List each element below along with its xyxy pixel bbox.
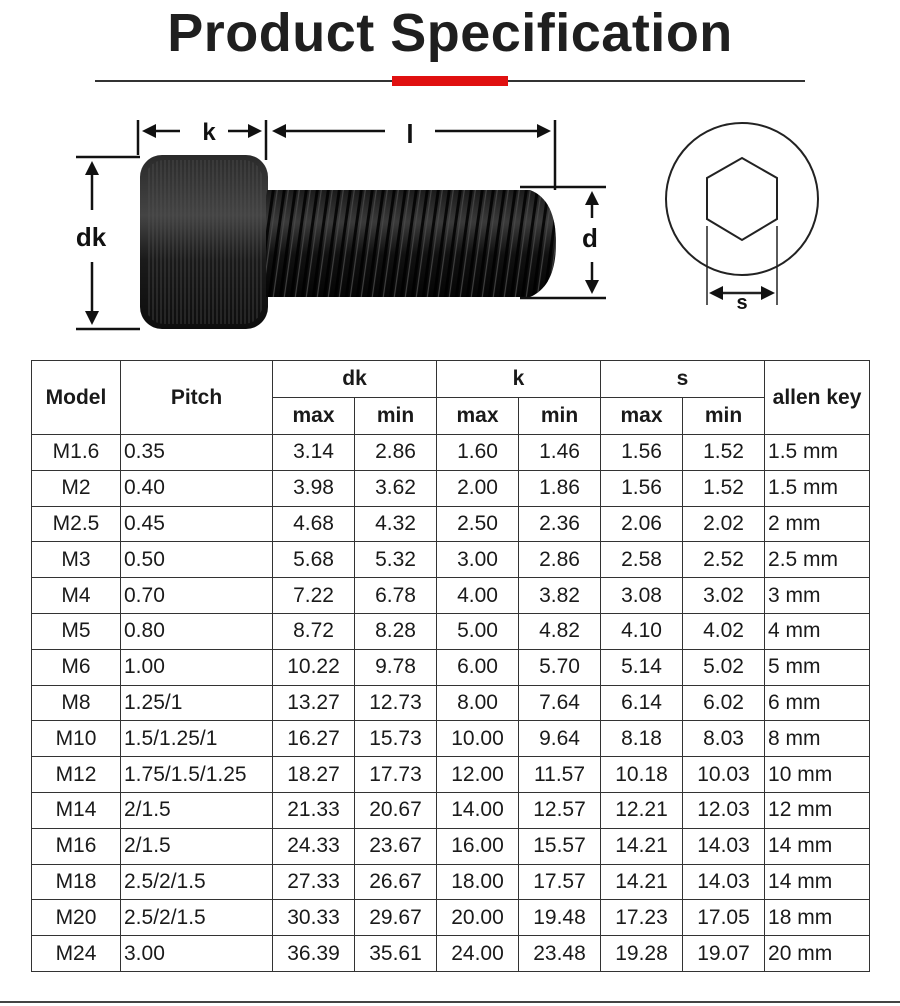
table-row: [32, 900, 870, 936]
header-allen-key: allen key: [765, 361, 870, 435]
table-row: [32, 721, 870, 757]
cell-s-max: 5.14: [601, 649, 683, 685]
cell-dk-min: 35.61: [355, 936, 437, 972]
cell-allen-key: 8 mm: [765, 721, 870, 757]
cell-model: M6: [32, 649, 121, 685]
cell-allen-key: 12 mm: [765, 792, 870, 828]
cell-pitch: 0.50: [121, 542, 273, 578]
cell-allen-key: 5 mm: [765, 649, 870, 685]
cell-k-min: 5.70: [519, 649, 601, 685]
cell-dk-min: 3.62: [355, 470, 437, 506]
cell-k-min: 17.57: [519, 864, 601, 900]
cell-allen-key: 2 mm: [765, 506, 870, 542]
cell-k-min: 4.82: [519, 613, 601, 649]
cell-model: M14: [32, 792, 121, 828]
header-pitch: Pitch: [121, 361, 273, 435]
cell-pitch: 2.5/2/1.5: [121, 900, 273, 936]
table-row: [32, 757, 870, 793]
table-row: [32, 685, 870, 721]
cell-model: M2.5: [32, 506, 121, 542]
cell-s-min: 14.03: [683, 828, 765, 864]
cell-dk-min: 20.67: [355, 792, 437, 828]
cell-s-min: 1.52: [683, 435, 765, 471]
cell-s-min: 2.52: [683, 542, 765, 578]
cell-k-min: 23.48: [519, 936, 601, 972]
table-row: [32, 613, 870, 649]
cell-k-max: 2.50: [437, 506, 519, 542]
cell-model: M12: [32, 757, 121, 793]
cell-s-max: 1.56: [601, 470, 683, 506]
cell-s-max: 1.56: [601, 435, 683, 471]
cell-pitch: 0.80: [121, 613, 273, 649]
cell-pitch: 0.40: [121, 470, 273, 506]
cell-allen-key: 2.5 mm: [765, 542, 870, 578]
cell-allen-key: 3 mm: [765, 578, 870, 614]
cell-dk-max: 5.68: [273, 542, 355, 578]
header-dk-max: max: [273, 398, 355, 435]
cell-dk-max: 24.33: [273, 828, 355, 864]
cell-dk-max: 30.33: [273, 900, 355, 936]
table-row: [32, 792, 870, 828]
cell-dk-max: 36.39: [273, 936, 355, 972]
cell-allen-key: 10 mm: [765, 757, 870, 793]
header-model: Model: [32, 361, 121, 435]
cell-dk-min: 6.78: [355, 578, 437, 614]
cell-s-max: 19.28: [601, 936, 683, 972]
header-k: k: [437, 361, 601, 398]
cell-dk-max: 18.27: [273, 757, 355, 793]
cell-s-min: 5.02: [683, 649, 765, 685]
specification-table: [31, 360, 870, 972]
cell-s-min: 2.02: [683, 506, 765, 542]
cell-k-max: 20.00: [437, 900, 519, 936]
cell-k-min: 7.64: [519, 685, 601, 721]
cell-k-min: 15.57: [519, 828, 601, 864]
cell-dk-min: 4.32: [355, 506, 437, 542]
label-k: k: [202, 119, 216, 146]
cell-dk-min: 15.73: [355, 721, 437, 757]
label-l: l: [406, 119, 414, 149]
cell-s-max: 10.18: [601, 757, 683, 793]
cell-k-max: 6.00: [437, 649, 519, 685]
cell-dk-max: 8.72: [273, 613, 355, 649]
cell-s-max: 6.14: [601, 685, 683, 721]
cell-pitch: 3.00: [121, 936, 273, 972]
header-k-min: min: [519, 398, 601, 435]
cell-dk-max: 16.27: [273, 721, 355, 757]
cell-k-min: 1.86: [519, 470, 601, 506]
table-row: [32, 864, 870, 900]
header-dk: dk: [273, 361, 437, 398]
page-title: Product Specification: [167, 3, 733, 63]
cell-s-max: 14.21: [601, 864, 683, 900]
cell-k-max: 1.60: [437, 435, 519, 471]
cell-model: M4: [32, 578, 121, 614]
header-dk-min: min: [355, 398, 437, 435]
table-row: [32, 470, 870, 506]
cell-k-max: 8.00: [437, 685, 519, 721]
cell-allen-key: 6 mm: [765, 685, 870, 721]
cell-dk-max: 4.68: [273, 506, 355, 542]
cell-pitch: 1.25/1: [121, 685, 273, 721]
cell-allen-key: 14 mm: [765, 828, 870, 864]
cell-k-max: 4.00: [437, 578, 519, 614]
label-dk: dk: [75, 222, 107, 252]
cell-allen-key: 1.5 mm: [765, 435, 870, 471]
cell-allen-key: 1.5 mm: [765, 470, 870, 506]
cell-pitch: 0.45: [121, 506, 273, 542]
cell-s-min: 14.03: [683, 864, 765, 900]
cell-pitch: 2/1.5: [121, 828, 273, 864]
cell-dk-max: 21.33: [273, 792, 355, 828]
cell-allen-key: 20 mm: [765, 936, 870, 972]
cell-s-max: 2.06: [601, 506, 683, 542]
cell-model: M18: [32, 864, 121, 900]
cell-k-max: 18.00: [437, 864, 519, 900]
cell-s-max: 17.23: [601, 900, 683, 936]
cell-allen-key: 18 mm: [765, 900, 870, 936]
cell-dk-max: 7.22: [273, 578, 355, 614]
cell-allen-key: 14 mm: [765, 864, 870, 900]
cell-dk-min: 29.67: [355, 900, 437, 936]
table-row: [32, 435, 870, 471]
cell-s-max: 12.21: [601, 792, 683, 828]
cell-dk-max: 3.14: [273, 435, 355, 471]
screw-head: [140, 155, 268, 329]
cell-k-max: 3.00: [437, 542, 519, 578]
cell-pitch: 1.00: [121, 649, 273, 685]
cell-model: M24: [32, 936, 121, 972]
screw-shaft: [266, 190, 556, 297]
label-d: d: [582, 223, 598, 253]
table-row: [32, 542, 870, 578]
cell-allen-key: 4 mm: [765, 613, 870, 649]
cell-dk-min: 17.73: [355, 757, 437, 793]
cell-dk-min: 12.73: [355, 685, 437, 721]
cell-k-min: 3.82: [519, 578, 601, 614]
cell-dk-min: 26.67: [355, 864, 437, 900]
cell-s-min: 8.03: [683, 721, 765, 757]
cell-pitch: 0.70: [121, 578, 273, 614]
table-row: [32, 506, 870, 542]
cell-k-min: 19.48: [519, 900, 601, 936]
cell-s-max: 14.21: [601, 828, 683, 864]
cell-dk-min: 9.78: [355, 649, 437, 685]
cell-k-max: 5.00: [437, 613, 519, 649]
cell-pitch: 1.75/1.5/1.25: [121, 757, 273, 793]
cell-dk-max: 3.98: [273, 470, 355, 506]
cell-pitch: 1.5/1.25/1: [121, 721, 273, 757]
cell-s-min: 17.05: [683, 900, 765, 936]
header-s-min: min: [683, 398, 765, 435]
cell-k-min: 1.46: [519, 435, 601, 471]
header-s: s: [601, 361, 765, 398]
cell-model: M3: [32, 542, 121, 578]
cell-dk-min: 2.86: [355, 435, 437, 471]
cell-dk-min: 8.28: [355, 613, 437, 649]
cell-s-min: 6.02: [683, 685, 765, 721]
cell-k-min: 11.57: [519, 757, 601, 793]
cell-k-max: 16.00: [437, 828, 519, 864]
table-row: [32, 828, 870, 864]
cell-model: M10: [32, 721, 121, 757]
cell-pitch: 2/1.5: [121, 792, 273, 828]
cell-s-max: 3.08: [601, 578, 683, 614]
cell-s-min: 10.03: [683, 757, 765, 793]
cell-model: M1.6: [32, 435, 121, 471]
cell-pitch: 2.5/2/1.5: [121, 864, 273, 900]
cell-dk-min: 5.32: [355, 542, 437, 578]
cell-dk-min: 23.67: [355, 828, 437, 864]
cell-s-min: 1.52: [683, 470, 765, 506]
table-body: [32, 435, 870, 972]
cell-k-min: 2.86: [519, 542, 601, 578]
cell-dk-max: 27.33: [273, 864, 355, 900]
cell-s-min: 4.02: [683, 613, 765, 649]
cell-s-min: 12.03: [683, 792, 765, 828]
cell-k-max: 2.00: [437, 470, 519, 506]
cell-k-min: 12.57: [519, 792, 601, 828]
cell-dk-max: 13.27: [273, 685, 355, 721]
title-accent-bar: [392, 76, 508, 86]
cell-model: M8: [32, 685, 121, 721]
cell-model: M5: [32, 613, 121, 649]
table-row: [32, 936, 870, 972]
cell-pitch: 0.35: [121, 435, 273, 471]
cell-k-max: 12.00: [437, 757, 519, 793]
header-s-max: max: [601, 398, 683, 435]
table-header-row: [32, 361, 870, 398]
cell-k-min: 2.36: [519, 506, 601, 542]
hex-socket-end-view: [666, 123, 818, 305]
screw-dimension-drawing: [0, 100, 900, 340]
cell-s-max: 4.10: [601, 613, 683, 649]
cell-dk-max: 10.22: [273, 649, 355, 685]
cell-s-min: 3.02: [683, 578, 765, 614]
cell-model: M2: [32, 470, 121, 506]
cell-model: M16: [32, 828, 121, 864]
cell-k-min: 9.64: [519, 721, 601, 757]
cell-s-min: 19.07: [683, 936, 765, 972]
cell-k-max: 24.00: [437, 936, 519, 972]
header-k-max: max: [437, 398, 519, 435]
cell-model: M20: [32, 900, 121, 936]
cell-s-max: 8.18: [601, 721, 683, 757]
cell-k-max: 10.00: [437, 721, 519, 757]
table-row: [32, 578, 870, 614]
cell-s-max: 2.58: [601, 542, 683, 578]
cell-k-max: 14.00: [437, 792, 519, 828]
table-row: [32, 649, 870, 685]
label-s: s: [736, 292, 748, 314]
bottom-divider: [0, 1001, 900, 1003]
